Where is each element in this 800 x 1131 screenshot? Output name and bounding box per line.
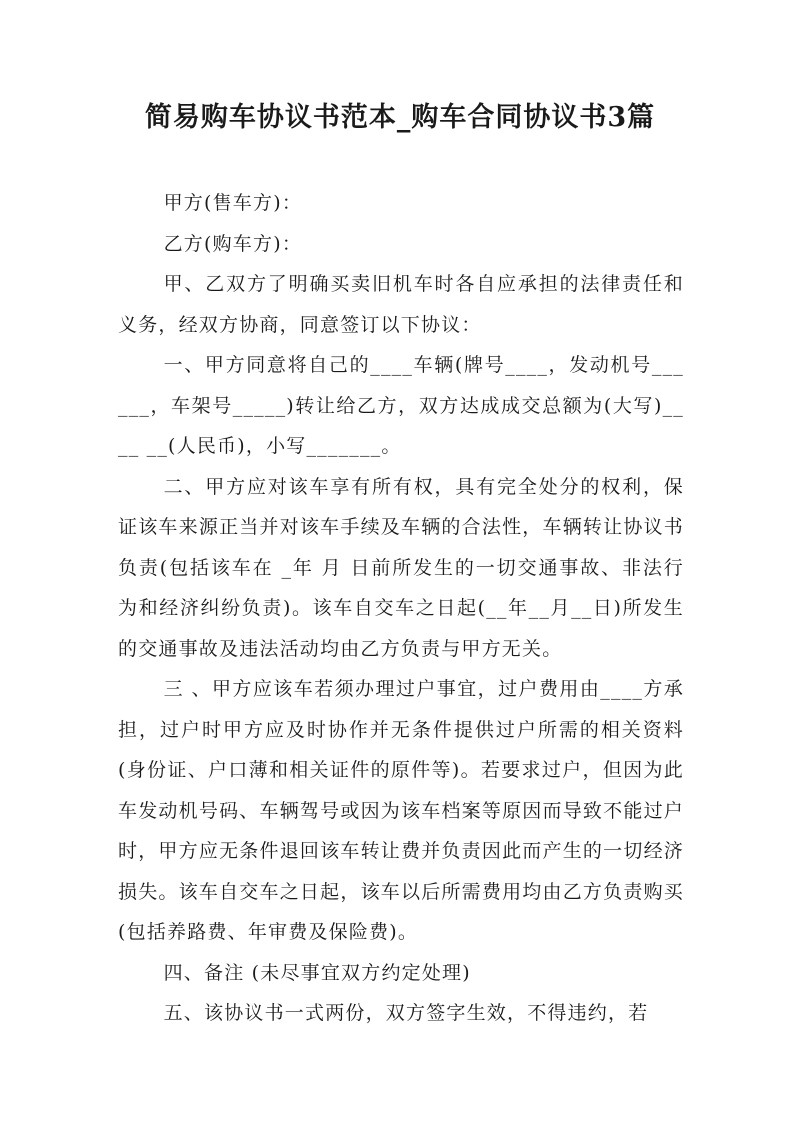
clause-1-paragraph: 一、甲方同意将自己的____车辆(牌号____，发动机号______，车架号_____)转让给乙方，双方达成成交总额为(大写)____ __(人民币)，小写_______。	[118, 354, 684, 457]
clause-2-paragraph: 二、甲方应对该车享有所有权，具有完全处分的权利，保证该车来源正当并对该车手续及车辆的合法性，车辆转让协议书负责(包括该车在 _年 月 日前所发生的一切交通事故、非法行为和经济纠纷负责)。该车自交车之日起(__年__月__日)所发生的交通事故及违法活动均由乙方负责与甲方无关。	[118, 475, 684, 660]
preamble-paragraph: 甲、乙双方了明确买卖旧机车时各自应承担的法律责任和义务，经双方协商，同意签订以下协议：	[118, 273, 684, 336]
clause-3-paragraph: 三 、甲方应该车若须办理过户事宜，过户费用由____方承担，过户时甲方应及时协作并无条件提供过户所需的相关资料(身份证、户口薄和相关证件的原件等)。若要求过户，但因为此车发动机号码、车辆驾号或因为该车档案等原因而导致不能过户时，甲方应无条件退回该车转让费并负责因此而产生的一切经济损失。该车自交车之日起，该车以后所需费用均由乙方负责购买(包括养路费、年审费及保险费)。	[118, 678, 684, 943]
party-b-line: 乙方(购车方)：	[163, 232, 303, 255]
clause-4-paragraph: 四、备注 (未尽事宜双方约定处理)	[163, 961, 471, 984]
document-body	[118, 183, 684, 1034]
clause-5-paragraph: 五、该协议书一式两份，双方签字生效，不得违约，若	[163, 1002, 649, 1024]
document-title: 简易购车协议书范本_购车合同协议书3篇	[144, 102, 656, 133]
party-a-line: 甲方(售车方)：	[163, 192, 303, 214]
